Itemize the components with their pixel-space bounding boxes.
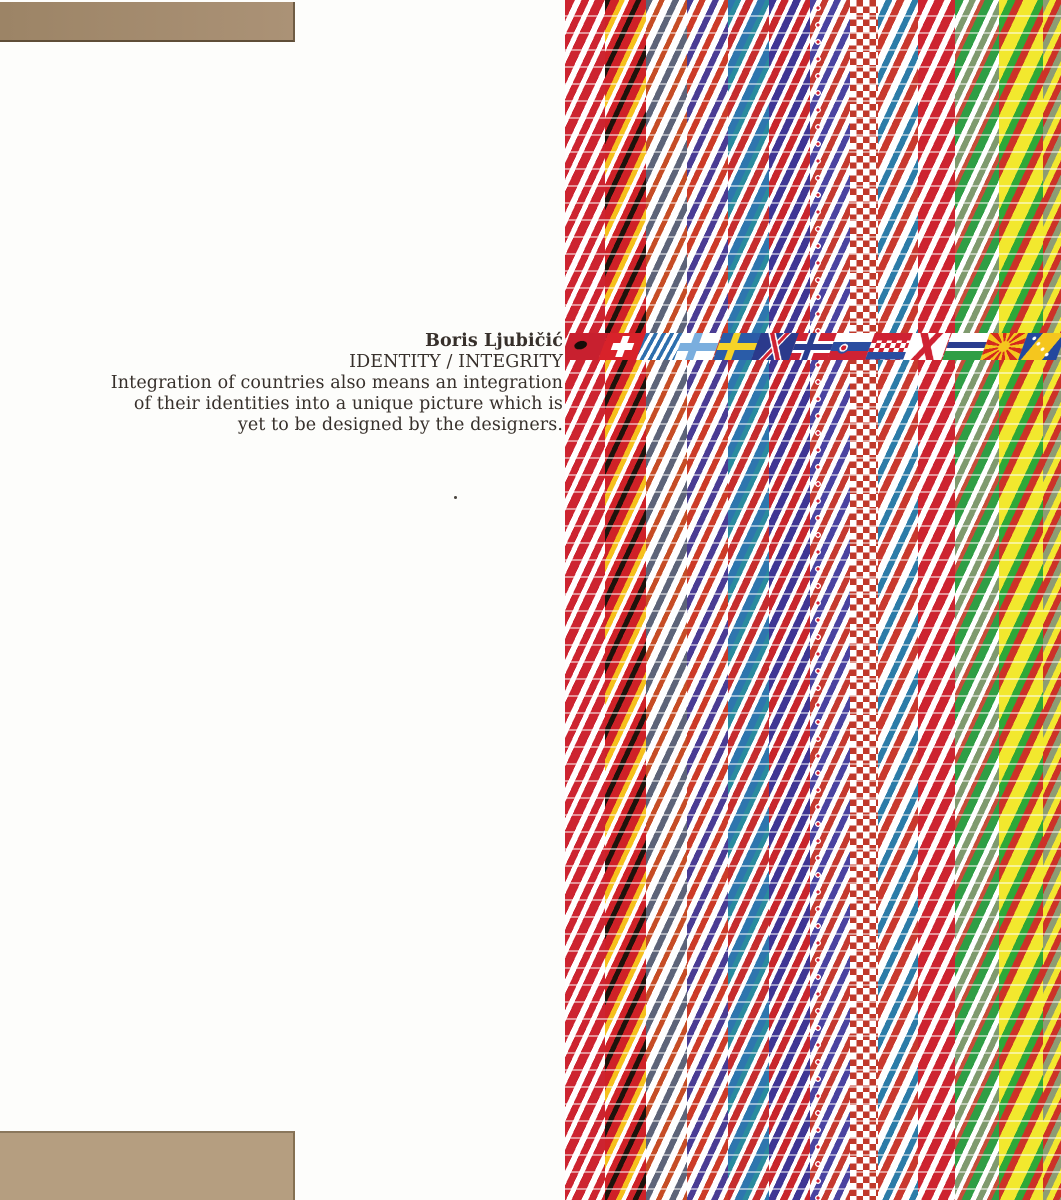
stripe-column-yellow-green-red — [999, 0, 1043, 1200]
caption-block — [93, 331, 563, 436]
stripe-column-indigo-white-red — [687, 0, 728, 1200]
scan-edge-bottom-bar — [0, 1131, 295, 1200]
stripe-column-slate-white-red — [646, 0, 687, 1200]
dust-speck — [454, 496, 457, 499]
stripe-column-poland-red-white — [918, 0, 955, 1200]
stripe-column-purple-red-white — [769, 0, 810, 1200]
stripe-column-russia-white-blue-red — [878, 0, 918, 1200]
stripe-column-germany-black-red-gold — [605, 0, 646, 1200]
stripe-column-slovakia-emblem — [810, 0, 850, 1200]
artwork-title: IDENTITY / INTEGRITY — [349, 352, 563, 372]
flag-stripes-artwork — [565, 0, 1061, 1200]
flag-band — [565, 333, 1061, 360]
stripe-column-croatia-checkerboard — [850, 0, 878, 1200]
scan-edge-top-bar — [0, 2, 295, 42]
stripe-columns — [565, 0, 1061, 1200]
stripe-column-olive-yellow-red-edge — [1043, 0, 1061, 1200]
caption-line-3: yet to be designed by the designers. — [237, 415, 563, 435]
stripe-column-blue-teal-red — [728, 0, 769, 1200]
author-name: Boris Ljubičić — [425, 331, 563, 351]
stripe-column-green-white-olive — [955, 0, 999, 1200]
caption-line-2: of their identities into a unique picture which is — [133, 394, 563, 414]
caption-line-1: Integration of countries also means an integration — [110, 373, 563, 393]
stripe-column-austria-red-white — [565, 0, 605, 1200]
